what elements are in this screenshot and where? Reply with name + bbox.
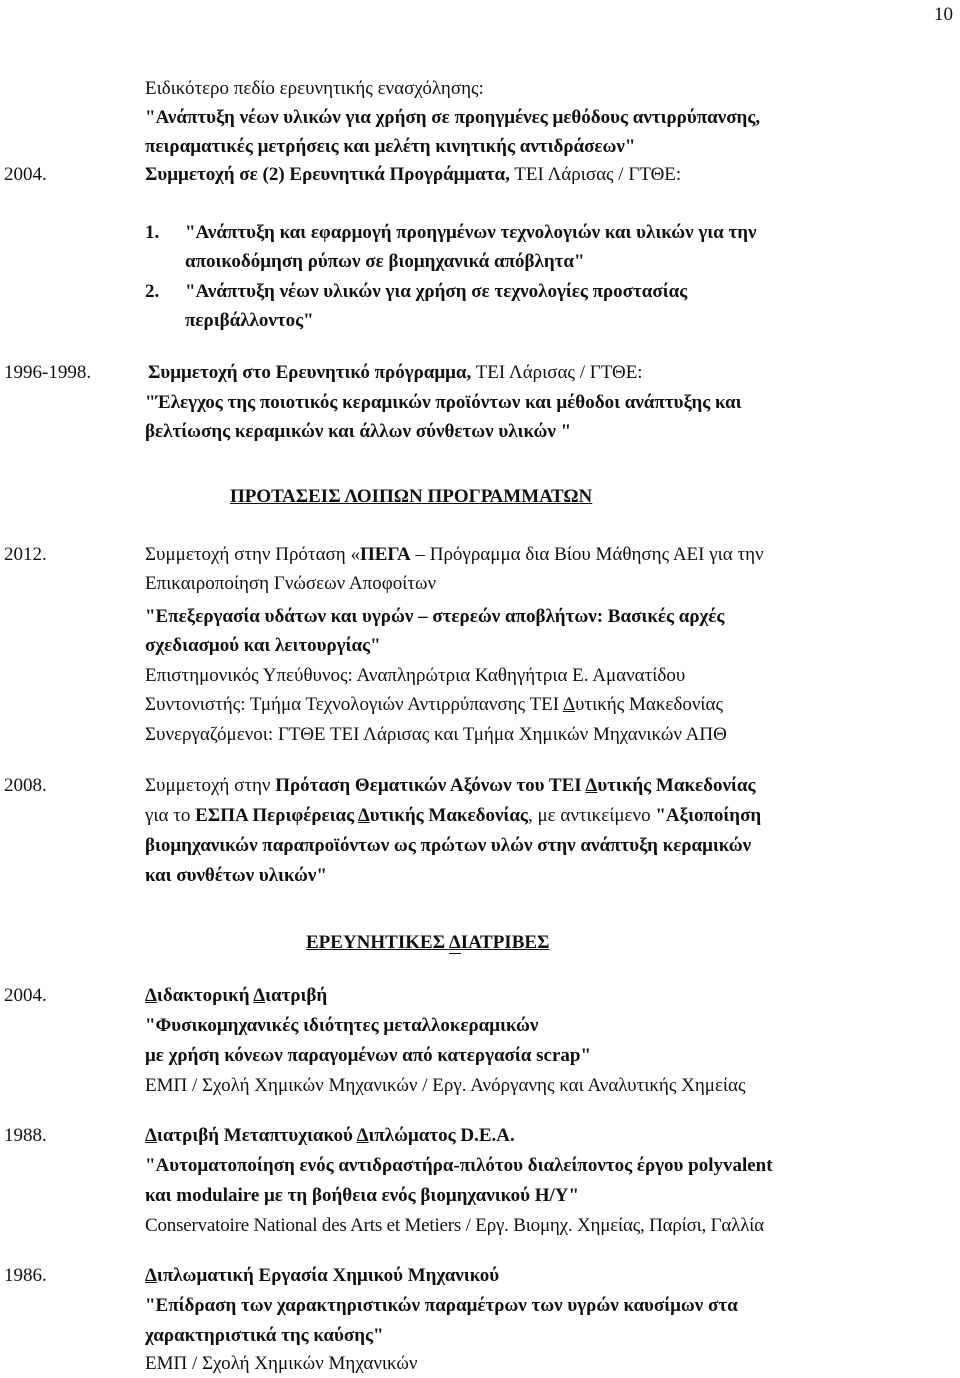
text-run: ιδακτορική: [156, 985, 254, 1006]
text-run-bold-underlined: Δ: [357, 805, 370, 826]
entry-year: 1996-1998.: [4, 362, 92, 383]
program-title-line: βελτίωσης κεραμικών και άλλων σύνθετων υλικών ": [145, 421, 572, 442]
thesis-institution: ΕΜΠ / Σχολή Χημικών Μηχανικών / Εργ. Ανόργανης και Αναλυτικής Χημείας: [145, 1075, 746, 1096]
entry-year: 2004.: [4, 985, 47, 1006]
entry-year: 2012.: [4, 544, 47, 565]
program-title-line: "Έλεγχος της ποιοτικός κεραμικών προϊόντων και μέθοδοι ανάπτυξης και: [145, 392, 742, 413]
text-run: Συμμετοχή στην: [145, 775, 276, 796]
entry-line-bold: "Επεξεργασία υδάτων και υγρών – στερεών αποβλήτων: Βασικές αρχές: [145, 606, 725, 627]
entry-heading-bold: Συμμετοχή στο Ερευνητικό πρόγραμμα,: [148, 362, 472, 383]
entry-year: 1986.: [4, 1265, 47, 1286]
text-run: ιπλώματος D.E.A.: [368, 1125, 515, 1146]
entry-line: Επιστημονικός Υπεύθυνος: Αναπληρώτρια Καθηγήτρια Ε. Αμανατίδου: [145, 665, 686, 686]
text-run-bold: Πρόταση Θεματικών Αξόνων του ΤΕΙ: [275, 775, 586, 796]
text-run: ΙΑΤΡΙΒΕΣ: [460, 932, 550, 953]
text-run: ΕΡΕΥΝΗΤΙΚΕΣ: [306, 932, 449, 953]
text-run-underlined: Δ: [145, 1125, 157, 1146]
text-run: Δ: [448, 932, 461, 953]
entry-heading: [148, 358, 643, 387]
text-run-underlined: Δ: [145, 985, 157, 1006]
program-title-line: περιβάλλοντος": [185, 310, 314, 331]
entry-line-bold: και συνθέτων υλικών": [145, 865, 327, 886]
entry-line-bold: βιομηχανικών παραπροϊόντων ως πρώτων υλών στην ανάπτυξη κεραμικών: [145, 835, 752, 856]
program-title-line: αποικοδόμηση ρύπων σε βιομηχανικά απόβλητα": [185, 251, 585, 272]
text-run: , με αντικείμενο: [527, 805, 656, 826]
entry-year: 1988.: [4, 1125, 47, 1146]
thesis-title: [145, 1121, 515, 1150]
text-run-bold: "Αξιοποίηση: [655, 805, 762, 826]
page-number: 10: [934, 4, 953, 25]
text-run-underlined: Δ: [145, 1265, 157, 1286]
text-run-bold-underlined: Δ: [585, 775, 598, 796]
thesis-institution: ΕΜΠ / Σχολή Χημικών Μηχανικών: [145, 1353, 418, 1374]
text-run: ιατριβή: [265, 985, 328, 1006]
research-field-title-line1: "Ανάπτυξη νέων υλικών για χρήση σε προηγμένες μεθόδους αντιρρύπανσης,: [145, 107, 761, 128]
section-heading-theses: [306, 928, 549, 957]
text-run: ιατριβή Μεταπτυχιακού: [156, 1125, 357, 1146]
program-title-line: "Ανάπτυξη και εφαρμογή προηγμένων τεχνολογιών και υλικών για την: [185, 222, 757, 243]
text-run-bold: ΕΣΠΑ Περιφέρειας: [195, 805, 358, 826]
text-run: – Πρόγραμμα δια Βίου Μάθησης ΑΕΙ για την: [410, 544, 764, 565]
text-run-bold: ΠΕΓΑ: [359, 544, 411, 565]
thesis-line-bold: "Επίδραση των χαρακτηριστικών παραμέτρων των υγρών καυσίμων στα: [145, 1295, 738, 1316]
section-heading-proposals: ΠΡΟΤΑΣΕΙΣ ΛΟΙΠΩΝ ΠΡΟΓΡΑΜΜΑΤΩΝ: [230, 486, 593, 507]
entry-line: [145, 801, 761, 830]
thesis-line-bold: "Φυσικομηχανικές ιδιότητες μεταλλοκεραμικών: [145, 1015, 539, 1036]
text-run-bold: υτικής Μακεδονίας: [597, 775, 756, 796]
entry-line: [145, 690, 723, 719]
text-run: Συμμετοχή στην Πρόταση «: [145, 544, 360, 565]
entry-heading-rest: ΤΕΙ Λάρισας / ΓΤΘΕ:: [509, 164, 682, 185]
text-run: Συντονιστής: Τμήμα Τεχνολογιών Αντιρρύπανσης ΤΕΙ: [145, 694, 563, 715]
thesis-institution: Conservatoire National des Arts et Metiers / Εργ. Βιομηχ. Χημείας, Παρίσι, Γαλλία: [145, 1215, 764, 1236]
thesis-title: [145, 1261, 499, 1290]
list-number: 1.: [145, 222, 160, 243]
entry-heading-rest: ΤΕΙ Λάρισας / ΓΤΘΕ:: [471, 362, 643, 383]
thesis-line-bold: χαρακτηριστικά της καύσης": [145, 1325, 384, 1346]
thesis-line-bold: και modulaire με τη βοήθεια ενός βιομηχανικού Η/Υ": [145, 1185, 580, 1206]
entry-line-bold: σχεδιασμού και λειτουργίας": [145, 635, 381, 656]
research-field-title-line2: πειραματικές μετρήσεις και μελέτη κινητικής αντιδράσεων": [145, 136, 636, 157]
entry-line: Επικαιροποίηση Γνώσεων Αποφοίτων: [145, 573, 437, 594]
thesis-line-bold: "Αυτοματοποίηση ενός αντιδραστήρα-πιλότου διαλείποντος έργου polyvalent: [145, 1155, 773, 1176]
thesis-line-bold: με χρήση κόνεων παραγομένων από κατεργασία scrap": [145, 1045, 592, 1066]
entry-line: Συνεργαζόμενοι: ΓΤΘΕ ΤΕΙ Λάρισας και Τμήμα Χημικών Μηχανικών ΑΠΘ: [145, 724, 727, 745]
text-run-underlined: Δ: [562, 694, 576, 715]
list-number: 2.: [145, 281, 160, 302]
entry-year: 2008.: [4, 775, 47, 796]
entry-year: 2004.: [4, 164, 47, 185]
text-run-underlined: Δ: [356, 1125, 369, 1146]
text-run: για το: [145, 805, 196, 826]
text-run-underlined: Δ: [253, 985, 266, 1006]
entry-heading-bold: Συμμετοχή σε (2) Ερευνητικά Προγράμματα,: [145, 164, 510, 185]
text-run: ιπλωματική Εργασία Χημικού Μηχανικού: [156, 1265, 500, 1286]
research-field-label: Ειδικότερο πεδίο ερευνητικής ενασχόλησης:: [145, 78, 484, 99]
text-run: υτικής Μακεδονίας: [575, 694, 724, 715]
program-title-line: "Ανάπτυξη νέων υλικών για χρήση σε τεχνολογίες προστασίας: [185, 281, 688, 302]
thesis-title: [145, 981, 327, 1010]
entry-heading: [145, 160, 681, 189]
text-run-bold: υτικής Μακεδονίας: [369, 805, 528, 826]
entry-line: [145, 771, 756, 800]
entry-line: [145, 540, 764, 569]
